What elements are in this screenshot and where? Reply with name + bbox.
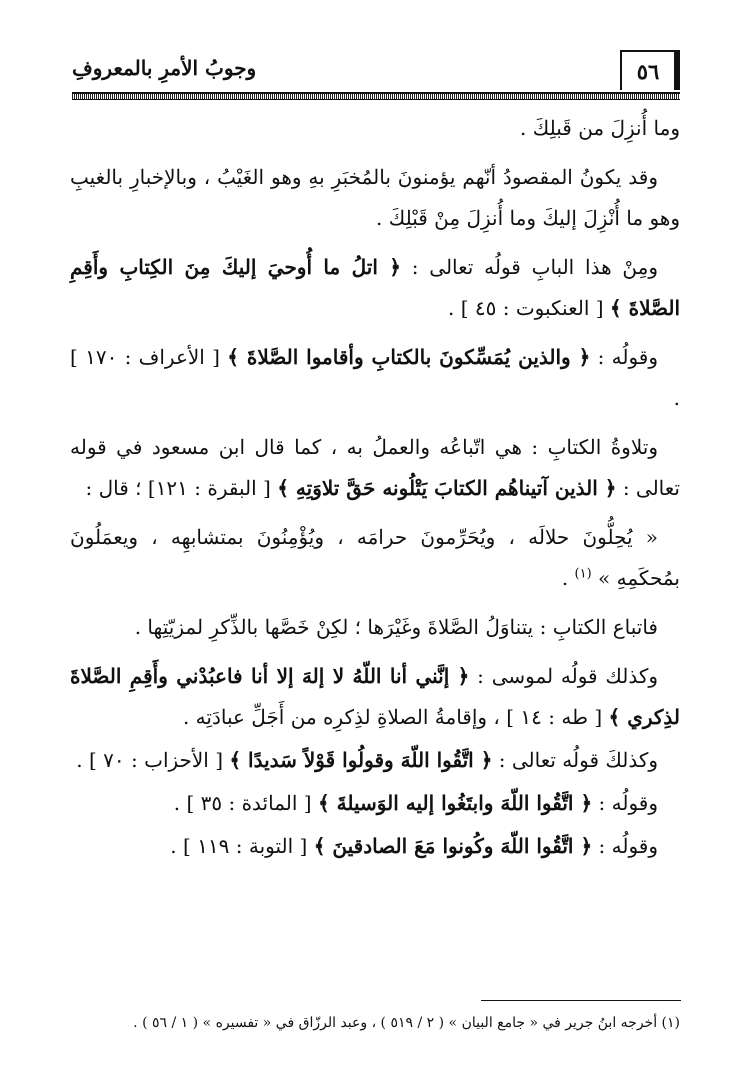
running-title: وجوبُ الأمرِ بالمعروفِ <box>72 56 257 80</box>
body-text <box>70 108 680 869</box>
text-run: وما أُنزِلَ من قَبلِكَ . <box>520 116 680 140</box>
text-run: وقولُه : <box>592 791 658 815</box>
text-run: [ الأعراف : ١٧٠ ] . <box>70 345 680 410</box>
text-run: [ المائدة : ٣٥ ] . <box>173 791 318 815</box>
text-run: وكذلك قولُه لموسى : <box>469 664 659 688</box>
text-run: [ طه : ١٤ ] ، وإقامةُ الصلاةِ لذِكرِه من أَجَلِّ عبادَتِه . <box>182 705 609 729</box>
footnote-rule <box>481 1000 681 1001</box>
header-rule <box>72 92 680 100</box>
paragraph <box>70 157 680 239</box>
quran-quote: ﴿ والذين يُمَسِّكونَ بالكتابِ وأقاموا الصَّلاةَ ﴾ <box>227 345 591 369</box>
text-run: وكذلكَ قولُه تعالى : <box>492 748 658 772</box>
footnote-reference: (١) <box>574 566 592 582</box>
paragraph <box>70 740 680 781</box>
text-run: وتلاوةُ الكتابِ : هي اتّباعُه والعملُ به ، كما قال ابن مسعود في قوله تعالى : <box>70 435 680 500</box>
text-run: [ الأحزاب : ٧٠ ] . <box>76 748 230 772</box>
text-run: [ البقرة : ١٢١] ؛ قال : <box>85 476 278 500</box>
text-run: « يُحِلُّونَ حلالَه ، ويُحَرِّمونَ حرامَه ، ويُؤْمِنُونَ بمتشابهِه ، ويعمَلُونَ بمُحكَمِهِ » <box>70 525 680 590</box>
paragraph <box>70 247 680 329</box>
paragraph <box>70 517 680 599</box>
page-number: ٥٦ <box>620 50 680 90</box>
paragraph <box>70 826 680 867</box>
text-run: ومِنْ هذا البابِ قولُه تعالى : <box>400 255 659 279</box>
quran-quote: ﴿ اتَّقُوا اللّهَ وكُونوا مَعَ الصادقينَ ﴾ <box>313 834 593 858</box>
quran-quote: ﴿ إنَّني أنا اللّهُ لا إلهَ إلا أنا فاعبُدْني وأَقِمِ الصَّلاةَ لذِكري ﴾ <box>70 664 680 729</box>
text-run: . <box>561 566 575 590</box>
footnote: (١) أخرجه ابنُ جرير في « جامع البيان » ( ٢ / ٥١٩ ) ، وعبد الرزّاق في « تفسيره » ( ١ / ٥٦ ) . <box>133 1015 680 1031</box>
quran-quote: ﴿ اتلُ ما أُوحيَ إليكَ مِنَ الكِتابِ وأَقِمِ الصَّلاةَ ﴾ <box>70 255 680 320</box>
paragraph <box>70 427 680 509</box>
page-header <box>72 50 680 94</box>
quran-quote: ﴿ اتَّقُوا اللّهَ وابتَغُوا إليه الوَسيلةَ ﴾ <box>317 791 593 815</box>
text-run: وقولُه : <box>590 345 658 369</box>
text-run: [ التوبة : ١١٩ ] . <box>170 834 314 858</box>
paragraph <box>70 337 680 419</box>
quran-quote: ﴿ اتَّقُوا اللّهَ وقولُوا قَوْلاً سَديدًا ﴾ <box>229 748 493 772</box>
paragraph <box>70 783 680 824</box>
paragraph <box>70 607 680 648</box>
text-run: وقد يكونُ المقصودُ أنّهم يؤمنونَ بالمُخبَرِ بهِ وهو الغَيْبُ ، وبالإخبارِ بالغيبِ وهو ما أُنْزِلَ إليكَ وما أُنزِلَ مِنْ قَبْلِكَ . <box>70 165 680 230</box>
text-run: فاتباع الكتابِ : يتناوَلُ الصَّلاةَ وغَيْرَها ؛ لكِنْ خَصَّها بالذِّكرِ لمزيّتِها . <box>134 615 658 639</box>
paragraph <box>70 108 680 149</box>
text-run: [ العنكبوت : ٤٥ ] . <box>448 296 610 320</box>
paragraph <box>70 656 680 738</box>
quran-quote: ﴿ الذين آتيناهُم الكتابَ يَتْلُونه حَقَّ تلاوَتِهِ ﴾ <box>277 476 617 500</box>
text-run: وقولُه : <box>592 834 658 858</box>
